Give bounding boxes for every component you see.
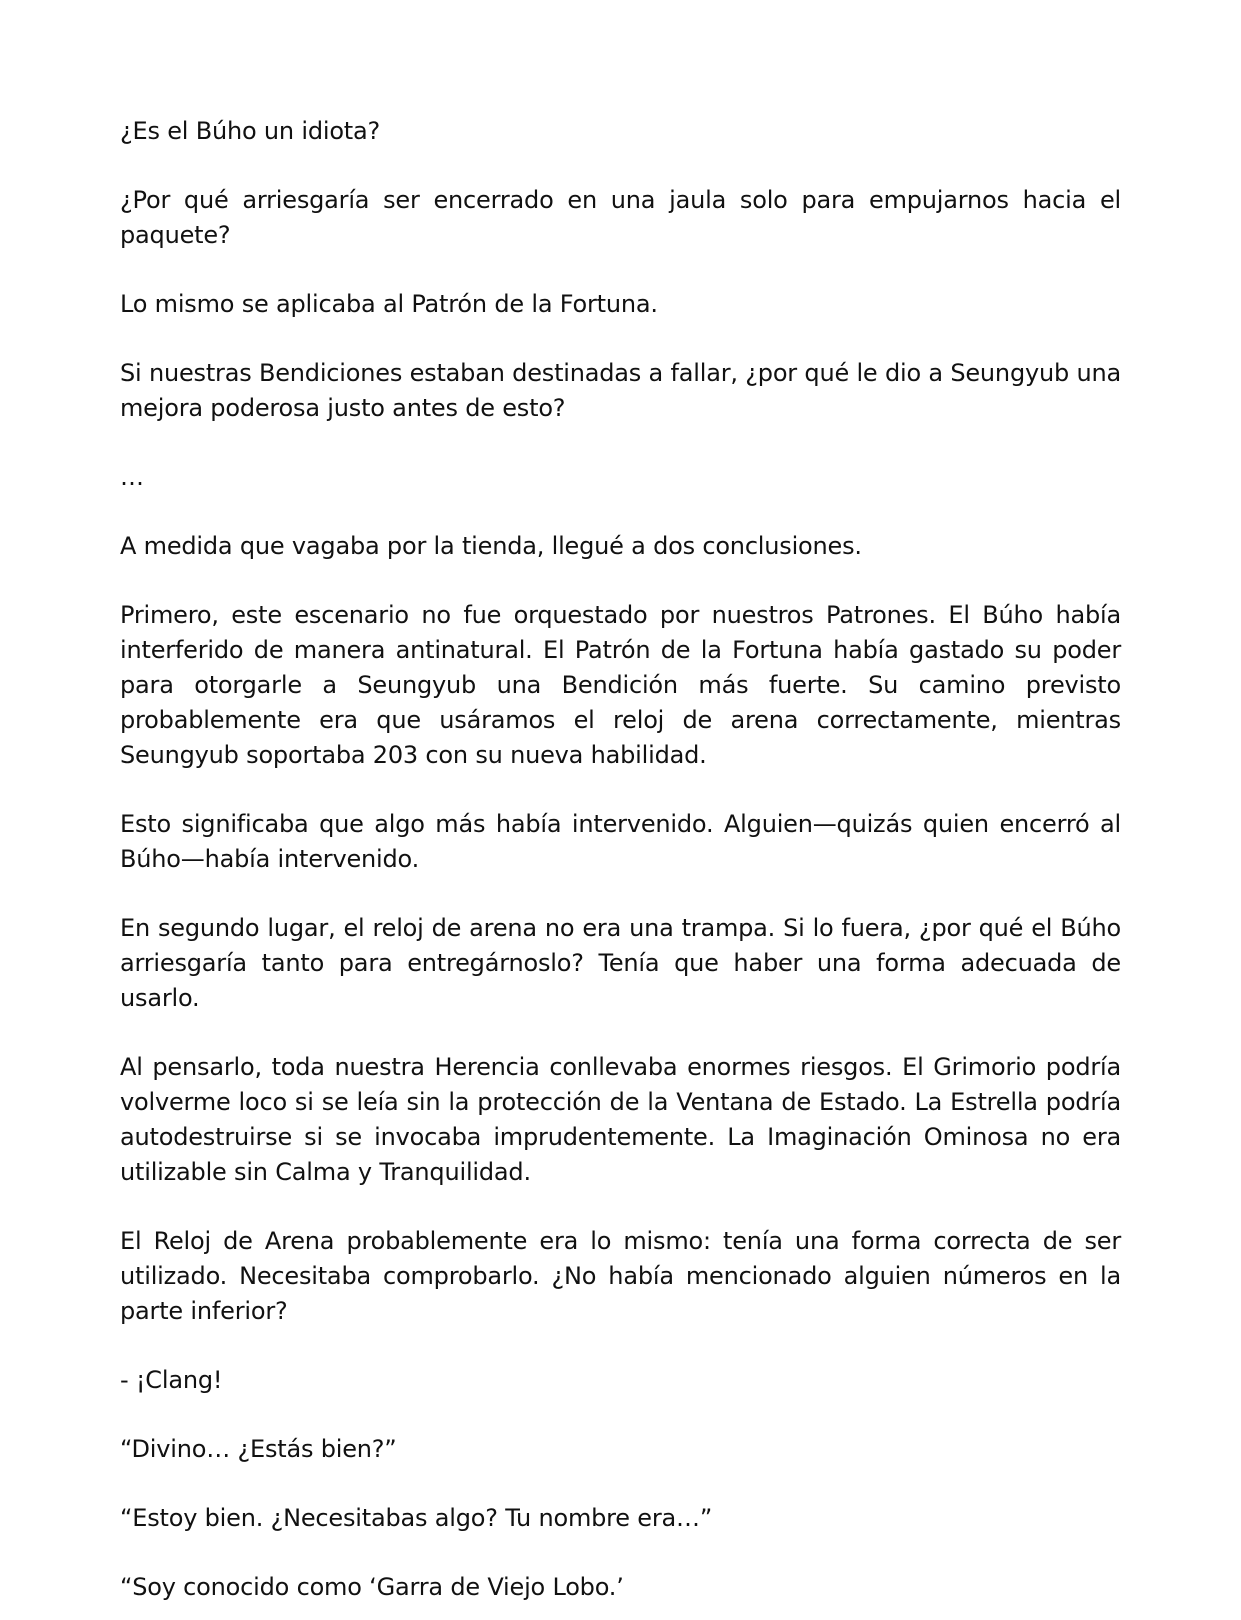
paragraph-12-sound: - ¡Clang! xyxy=(120,1366,223,1394)
paragraph-14-dialogue: “Estoy bien. ¿Necesitabas algo? Tu nombre era…” xyxy=(120,1504,713,1532)
paragraph-6: A medida que vagaba por la tienda, llegué a dos conclusiones. xyxy=(120,532,862,560)
paragraph-11: El Reloj de Arena probablemente era lo mismo: tenía una forma correcta de ser utilizado. Necesitaba comprobarlo. ¿No había mencionado alguien números en la parte inferior? xyxy=(120,1227,1121,1325)
paragraph-10: Al pensarlo, toda nuestra Herencia conllevaba enormes riesgos. El Grimorio podría volverme loco si se leía sin la protección de la Ventana de Estado. La Estrella podría autodestruirse si se invocaba imprudentemente. La Imaginación Ominosa no era utilizable sin Calma y Tranquilidad. xyxy=(120,1053,1121,1186)
paragraph-9: En segundo lugar, el reloj de arena no era una trampa. Si lo fuera, ¿por qué el Búho arriesgaría tanto para entregárnoslo? Tenía que haber una forma adecuada de usarlo. xyxy=(120,914,1121,1012)
paragraph-3: Lo mismo se aplicaba al Patrón de la Fortuna. xyxy=(120,290,658,318)
paragraph-7: Primero, este escenario no fue orquestado por nuestros Patrones. El Búho había interferido de manera antinatural. El Patrón de la Fortuna había gastado su poder para otorgarle a Seungyub una Bendición más fuerte. Su camino previsto probablemente era que usáramos el reloj de arena correctamente, mientras Seungyub soportaba 203 con su nueva habilidad. xyxy=(120,601,1121,769)
paragraph-2: ¿Por qué arriesgaría ser encerrado en una jaula solo para empujarnos hacia el paquete? xyxy=(120,186,1121,249)
paragraph-4: Si nuestras Bendiciones estaban destinadas a fallar, ¿por qué le dio a Seungyub una mejora poderosa justo antes de esto? xyxy=(120,359,1121,422)
paragraph-8: Esto significaba que algo más había intervenido. Alguien—quizás quien encerró al Búho—había intervenido. xyxy=(120,810,1121,873)
paragraph-1: ¿Es el Búho un idiota? xyxy=(120,117,381,145)
paragraph-5-ellipsis: … xyxy=(120,463,144,491)
paragraph-13-dialogue: “Divino… ¿Estás bien?” xyxy=(120,1435,397,1463)
paragraph-15-dialogue: “Soy conocido como ‘Garra de Viejo Lobo.’ xyxy=(120,1573,624,1601)
